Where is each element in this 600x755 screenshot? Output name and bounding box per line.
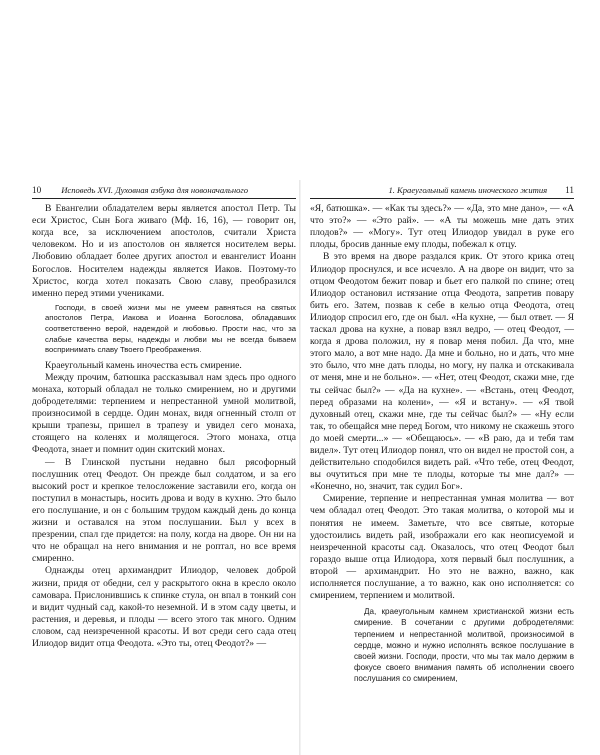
left-paragraph-2: Краеугольный камень иночества есть смирение. <box>45 359 242 371</box>
left-paragraph-5: Однажды отец архимандрит Илиодор, человек доброй жизни, придя от обедни, сел у раскрытого окна в кресло около самовара. Прислонившись к спинке стула, он впал в тонкий сон и видит чудный сад, какой-то неземной. И в этом саду цветы, и растения, и деревья, и плоды — всего этого так много. Одним словом, сад неизреченной красоты. И вот среди сего сада отец Илиодор видит отца Феодота. «Это ты, отец Феодот?» — <box>32 565 296 649</box>
right-page-number: 11 <box>565 185 574 195</box>
right-page <box>310 184 574 689</box>
book-gutter <box>299 180 301 755</box>
left-quote-text: Господи, в своей жизни мы не умеем равняться на святых апостолов Петра, Иакова и Иоанна Богослова, обладавших соответственно верой, надеждой и любовью. Прости нас, что за слабые качества веры, надежды и любви мы не всегда бываем воспринимать славу Твоего Преображения. <box>45 302 296 355</box>
left-running-head <box>32 184 296 199</box>
right-running-head <box>310 184 574 199</box>
right-paragraph-1: «Я, батюшка». — «Как ты здесь?» — «Да, это мне дано», — «А что это?» — «Это рай». — «А ты можешь мне дать этих плодов?» — «Могу». Тут отец Илиодор увидал в руке его плоды, бросив данные ему плоды, побежал к отцу. <box>310 203 574 251</box>
left-page <box>32 184 296 650</box>
right-paragraph-3: Смирение, терпение и непрестанная умная молитва — вот чем обладал отец Феодот. Это такая молитва, о которой мы и понятия не имеем. Заметьте, что все святые, которые удостоились видеть рай, изображали его как неописуемой и неизреченной красоты сад. Оказалось, что отец Феодот был гораздо выше отца Илиодора, хотя первый был послушник, а второй — архимандрит. Но это не важно, важно, как исполняется послушание, а то важно, как оно исполняется: со смирением, терпением и молитвой. <box>310 493 574 602</box>
right-prayer-quote <box>354 606 574 684</box>
left-paragraph-4: — В Глинской пустыни недавно был рясофорный послушник отец Феодот. Он прежде был солдатом, и за его высокий рост и крепкое телосложение заставили его, когда он поступил в монастырь, носить дрова и воду в кухню. Это было его послушание, и он с большим трудом каждый день до конца жизни и оставался на этом послушании. Был у всех в презрении, спал где придется: на полу, когда на дворе. Он ни на что не обращал на него внимания и не роптал, но все время смиренно. <box>32 456 296 565</box>
right-running-title: 1. Краеугольный камень иноческого жития <box>388 185 548 195</box>
right-quote-text: Да, краеугольным камнем христианской жизни есть смирение. В сочетании с другими добродетелями: терпением и непрестанной молитвой, произносимой в сердце, можно и нужно исполнять всякое послушание в своей жизни. Господи, прости, что мы так мало держим в фокусе своего внимания память об исполнении своего послушания со смирением, <box>354 607 574 684</box>
right-paragraph-2: В это время на дворе раздался крик. От этого крика отец Илиодор проснулся, и все исчезло. А на дворе он видит, что за отцом Феодотом бежит повар и бьет его палкой по спине; отец Илиодор остановил истязание отца Феодота, запретив повару бить его. Затем, позвав к себе в келью отца Феодота, отец Илиодор спросил его, где он был. «На кухне, — был ответ. — Я таскал дрова на кухне, а повар взял ведро, — отец Феодот, — когда я дрова положил, ну я повар меня побил. Да что, мне этого мало, а вот мне надо. Да мне и больно, но и дать, что мне это было, что мне дать плоды, но могу, ну палка и отскакивала от меня, мне и не больно». — «Нет, отец Феодот, скажи мне, где ты сейчас был?» — «Да на кухне». — «Встань, отец Феодот, перед образами на колени», — «Я и встану». — «Я твой духовный отец, скажи мне, где ты сейчас был?» — «Ну если так, то обещайся мне перед Богом, что никому не скажешь этого до моей смерти...» — «Обещаюсь». — «В раю, да и тебя там видел». Тут отец Илиодор понял, что он видел не простой сон, а действительно сподобился видеть рай. «Что тебе, отец Феодот, вы очутиться при мне те плоды, которые ты мне дал?» — «Конечно, но, значит, так судил Бог». <box>310 251 574 493</box>
left-running-title: Исповедь XVI. Духовная азбука для новоначального <box>61 185 249 195</box>
left-prayer-quote <box>45 303 296 356</box>
left-page-number: 10 <box>32 185 42 195</box>
left-paragraph-1: В Евангелии обладателем веры является апостол Петр. Ты еси Христос, Сын Бога живаго (Мф. 16, 16), — говорит он, когда все, за исключением апостолов, считали Христа человеком. Но и из апостолов он является носителем веры. Любовию обладает более других апостол и евангелист Иоанн Богослов. Носителем надежды является Иаков. Поэтому-то Христос, когда хотел показать Свою славу, преобразился именно перед этими учениками. <box>32 203 296 299</box>
left-paragraph-3: Между прочим, батюшка рассказывал нам здесь про одного монаха, который обладал не только смирением, но и другими добродетелями: терпением и непрестанной умной молитвой, произносимой в сердце. Один монах, видя огненный столп от крыши трапезы, пришел в трапезу и увидел сего монаха, стоящего на коленях и молящегося. Этого монаха, отца Феодота, знает и помнит один скитский монах. <box>32 371 296 456</box>
